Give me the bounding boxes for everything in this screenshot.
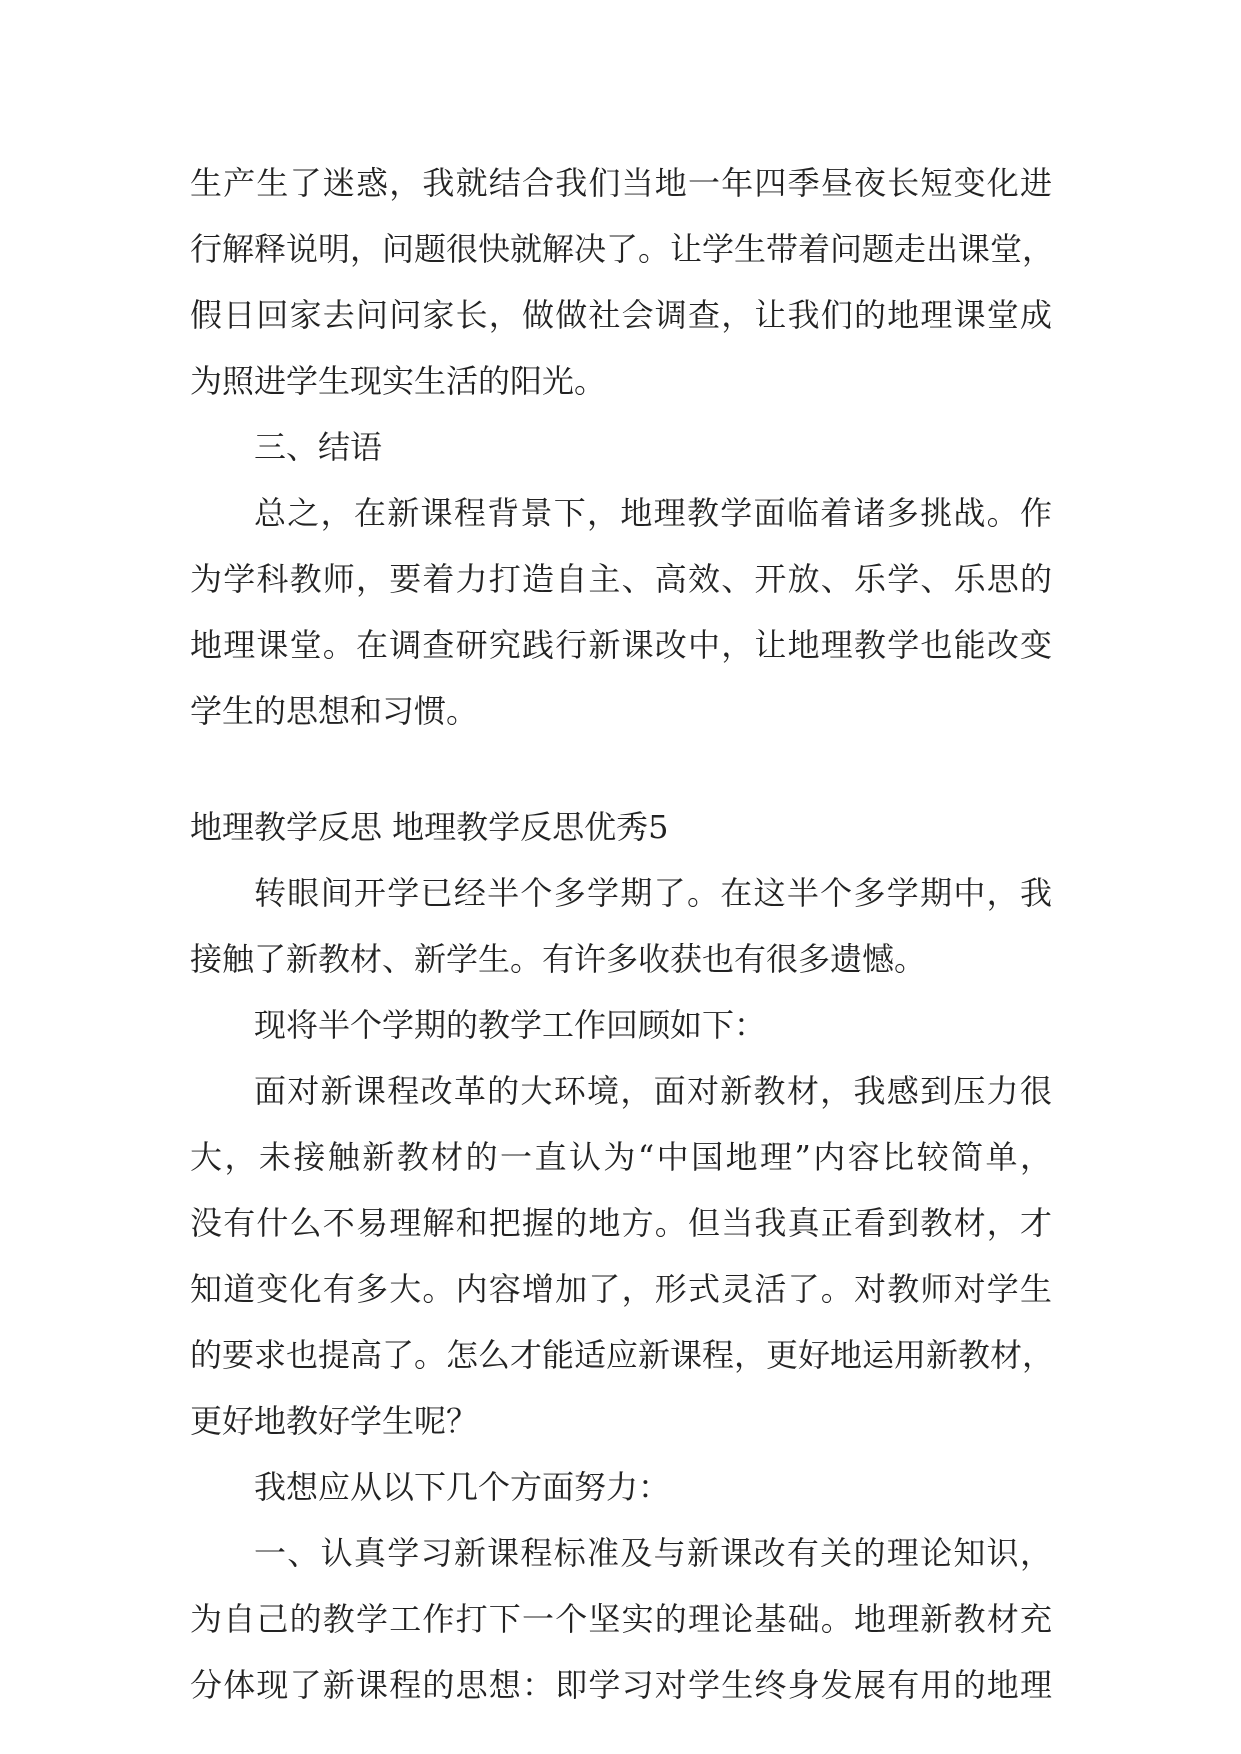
text-line: 总之，在新课程背景下，地理教学面临着诸多挑战。作 [254,494,1052,532]
text-line: 没有什么不易理解和把握的地方。但当我真正看到教材，才 [190,1204,1052,1242]
text-line: 生产生了迷惑，我就结合我们当地一年四季昼夜长短变化进 [190,164,1052,202]
text-line: 假日回家去问问家长，做做社会调查，让我们的地理课堂成 [190,296,1052,334]
document-page [190,150,1055,1718]
text-line: 现将半个学期的教学工作回顾如下： [254,1006,767,1044]
text-line: 知道变化有多大。内容增加了，形式灵活了。对教师对学生 [190,1270,1052,1308]
text-line: 大，未接触新教材的一直认为“中国地理”内容比较简单， [190,1138,1052,1176]
text-line: 面对新课程改革的大环境，面对新教材，我感到压力很 [254,1072,1052,1110]
text-line: 为自己的教学工作打下一个坚实的理论基础。地理新教材充 [190,1600,1052,1638]
text-line: 学生的思想和习惯。 [190,692,479,730]
text-line: 为照进学生现实生活的阳光。 [190,362,607,400]
section-heading: 三、结语 [254,428,383,466]
text-line: 接触了新教材、新学生。有许多收获也有很多遗憾。 [190,940,927,978]
text-line: 更好地教好学生呢？ [190,1402,479,1440]
text-line: 一、认真学习新课程标准及与新课改有关的理论知识， [254,1534,1052,1572]
article-title: 地理教学反思 地理教学反思优秀5 [190,808,669,846]
text-line: 我想应从以下几个方面努力： [254,1468,671,1506]
text-line: 分体现了新课程的思想：即学习对学生终身发展有用的地理 [190,1666,1052,1704]
text-line: 的要求也提高了。怎么才能适应新课程，更好地运用新教材， [190,1336,1055,1374]
text-line: 转眼间开学已经半个多学期了。在这半个多学期中，我 [254,874,1052,912]
text-line: 地理课堂。在调查研究践行新课改中，让地理教学也能改变 [190,626,1052,664]
text-line: 行解释说明，问题很快就解决了。让学生带着问题走出课堂， [190,230,1055,268]
text-line: 为学科教师，要着力打造自主、高效、开放、乐学、乐思的 [190,560,1052,598]
